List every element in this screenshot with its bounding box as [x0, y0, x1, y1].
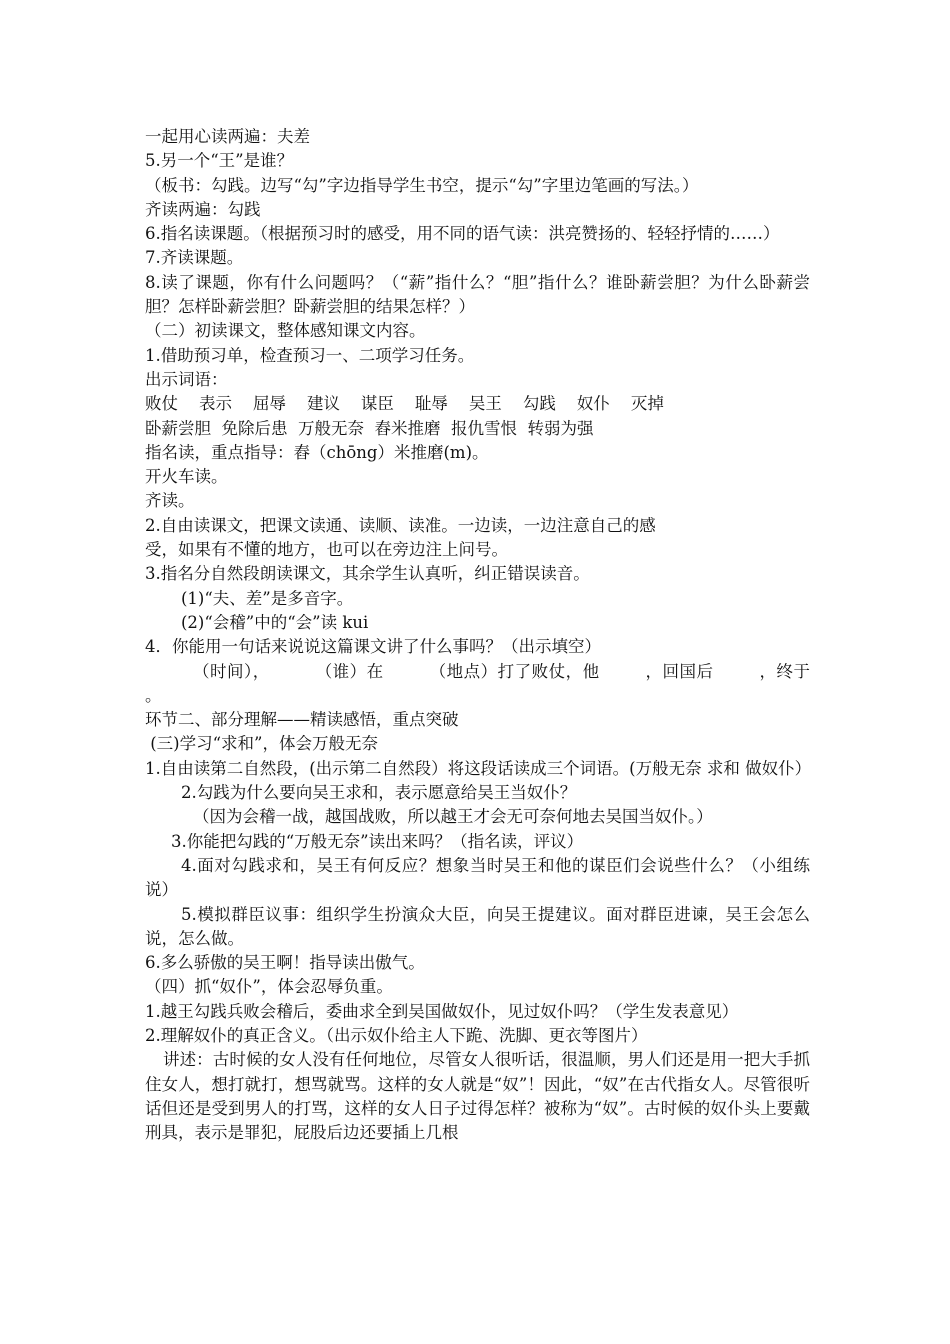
text-line: 3.你能把勾践的“万般无奈”读出来吗？（指名读，评议）	[171, 831, 584, 851]
text-line: 5.另一个“王”是谁？	[145, 151, 294, 171]
text-line: 开火车读。	[145, 467, 228, 487]
text-line: 7.齐读课题。	[145, 248, 244, 268]
text-paragraph: 4.面对勾践求和，吴王有何反应？想象当时吴王和他的谋臣们会说些什么？（小组练说）	[145, 855, 810, 900]
text-line: 4．你能用一句话来说说这篇课文讲了什么事吗？（出示填空）	[145, 637, 601, 657]
text-line: 一起用心读两遍：夫差	[145, 127, 310, 146]
fill-in-blank: （时间）， （谁）在 （地点）打了败仗，他 ，回国后 ，终于 。	[145, 661, 852, 705]
vocabulary-row: 卧薪尝胆 免除后患 万般无奈 舂米推磨 报仇雪恨 转弱为强	[145, 418, 594, 438]
text-paragraph: 讲述：古时候的女人没有任何地位，尽管女人很听话，很温顺，男人们还是用一把大手抓住女人，想打就打，想骂就骂。这样的女人就是“奴”！因此，“奴”在古代指女人。尽管很听话但还是受到男人的打骂，这样的女人日子过得怎样？被称为“奴”。古时候的奴仆头上要戴刑具，表示是罪犯，屁股后边还要插上几根	[145, 1050, 810, 1143]
text-line: 2.勾践为什么要向吴王求和，表示愿意给吴王当奴仆？	[181, 783, 577, 803]
text-paragraph: 8.读了课题，你有什么问题吗？（“薪”指什么？“胆”指什么？谁卧薪尝胆？为什么卧薪尝胆？怎样卧薪尝胆？卧薪尝胆的结果怎样？）	[145, 272, 810, 317]
text-line: 1.越王勾践兵败会稽后，委曲求全到吴国做奴仆，见过奴仆吗？（学生发表意见）	[145, 1001, 739, 1021]
text-line: (1)“夫、差”是多音字。	[181, 588, 354, 608]
text-line: 1.借助预习单，检查预习一、二项学习任务。	[145, 345, 475, 365]
text-paragraph: 5.模拟群臣议事：组织学生扮演众大臣，向吴王提建议。面对群臣进谏，吴王会怎么说，怎么做。	[145, 904, 810, 948]
text-line: 齐读。	[145, 491, 195, 511]
document-page	[145, 125, 852, 1145]
text-line: 出示词语：	[145, 369, 228, 389]
text-line: 6.多么骄傲的吴王啊！指导读出傲气。	[145, 953, 425, 973]
text-paragraph: 6.指名读课题。（根据预习时的感受，用不同的语气读：洪亮赞扬的、轻轻抒情的……）	[145, 224, 780, 244]
text-line: 指名读，重点指导：舂（chōng）米推磨(m)。	[145, 442, 489, 462]
text-line: （因为会稽一战，越国战败，所以越王才会无可奈何地去吴国当奴仆。）	[193, 807, 713, 827]
text-line: （板书：勾践。边写“勾”字边指导学生书空，提示“勾”字里边笔画的写法。）	[145, 175, 699, 195]
text-line: 受，如果有不懂的地方，也可以在旁边注上问号。	[145, 540, 508, 560]
text-paragraph: 1.自由读第二自然段，(出示第二自然段）将这段话读成三个词语。(万般无奈 求和 做奴仆）	[145, 758, 812, 778]
text-line: (2)“会稽”中的“会”读 kui	[181, 612, 369, 632]
section-heading: 环节二、部分理解——精读感悟，重点突破	[145, 710, 459, 730]
vocabulary-row: 败仗 表示 屈辱 建议 谋臣 耻辱 吴王 勾践 奴仆 灭掉	[145, 394, 664, 414]
section-heading: （二）初读课文，整体感知课文内容。	[145, 321, 426, 341]
section-heading: (三)学习“求和”，体会万般无奈	[145, 734, 378, 754]
text-line: 2.自由读课文，把课文读通、读顺、读准。一边读，一边注意自己的感	[145, 515, 656, 535]
text-line: 齐读两遍：勾践	[145, 199, 261, 219]
text-line: 2.理解奴仆的真正含义。（出示奴仆给主人下跪、洗脚、更衣等图片）	[145, 1025, 648, 1045]
section-heading: （四）抓“奴仆”，体会忍辱负重。	[145, 977, 393, 997]
text-line: 3.指名分自然段朗读课文，其余学生认真听，纠正错误读音。	[145, 564, 590, 584]
